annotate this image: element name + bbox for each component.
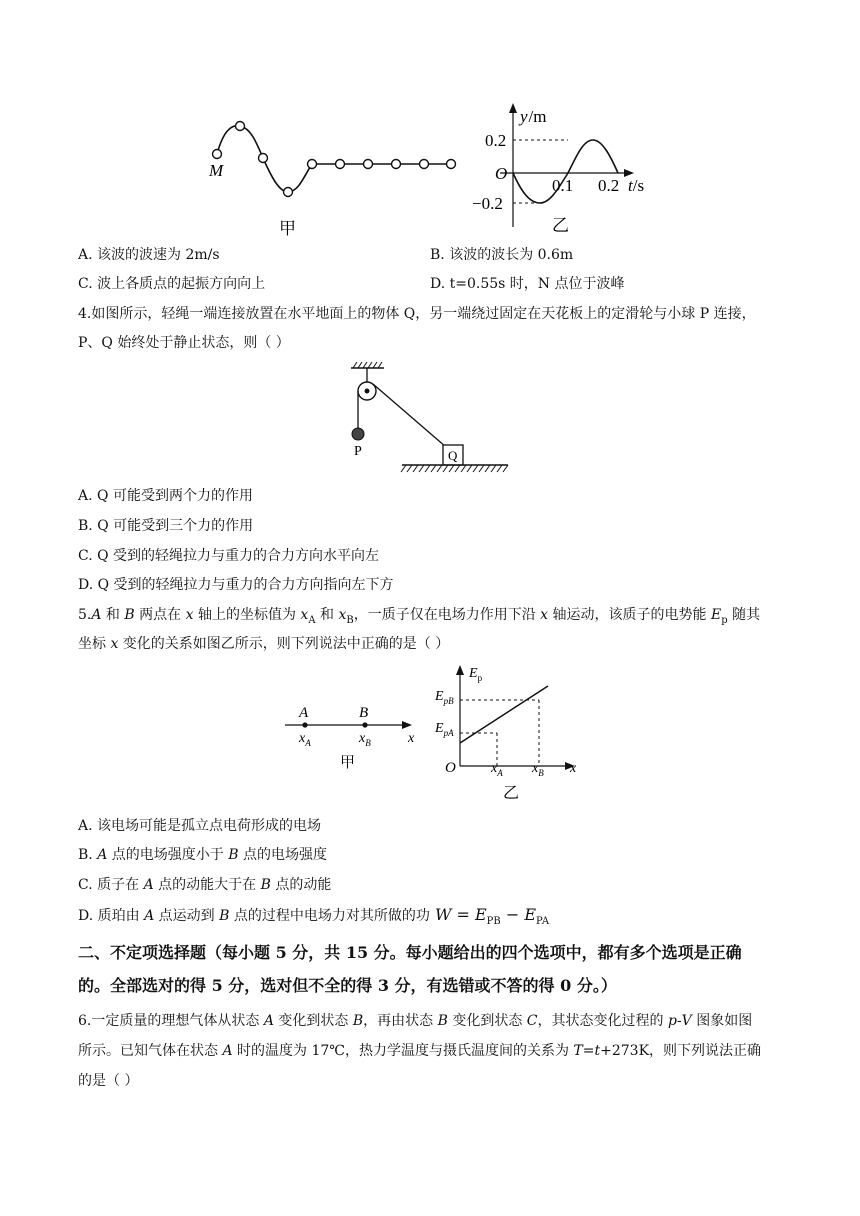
t-axis-label: t/s bbox=[628, 176, 645, 195]
pulley-figure bbox=[340, 360, 520, 478]
origin-label: O bbox=[445, 760, 456, 776]
bead-m bbox=[213, 150, 222, 159]
bead bbox=[259, 154, 268, 163]
bead bbox=[308, 160, 317, 169]
point-b bbox=[362, 722, 367, 727]
section2-heading-line1: 二、不定项选择题（每小题 5 分，共 15 分。每小题给出的四个选项中，都有多个选项是正确 bbox=[78, 943, 742, 962]
q5-stem-line2: 坐标 x 变化的关系如图乙所示，则下列说法中正确的是（ ） bbox=[78, 636, 450, 652]
q5-stem-line1: 5.A 和 B 两点在 x 轴上的坐标值为 $x_A$ 和 $x_B$，一质子仅在电场力作用下沿 x 轴运动，该质子的电势能 $E_p$ 随其 bbox=[78, 607, 761, 626]
q6-line1: 6.一定质量的理想气体从状态 A 变化到状态 B，再由状态 B 变化到状态 C，其状态变化过程的 p-V 图象如图 bbox=[78, 1013, 753, 1029]
q4-option-a: A. Q 可能受到两个力的作用 bbox=[78, 488, 253, 504]
xa-label: $x_A$ bbox=[491, 761, 503, 778]
ep-axis-label: $E_p$ bbox=[469, 666, 483, 683]
label-xa: $x_A$ bbox=[299, 731, 311, 748]
y-tick-top: 0.2 bbox=[485, 131, 507, 150]
q5-option-d: D. 质珀由 A 点运动到 B 点的过程中电场力对其所做的功 $W = E_{PB} - E_{PA}$ bbox=[78, 905, 550, 928]
origin-label: O bbox=[495, 164, 508, 183]
y-axis-arrow bbox=[509, 103, 517, 113]
ep-axis-arrow bbox=[456, 665, 464, 675]
ball-p bbox=[352, 428, 364, 440]
q4-stem-line1: 4.如图所示，轻绳一端连接放置在水平地面上的物体 Q，另一端绕过固定在天花板上的定滑轮与小球 P 连接， bbox=[78, 306, 756, 322]
q5-figure-yi bbox=[433, 660, 593, 806]
q3-option-c: C. 波上各质点的起振方向向上 bbox=[78, 276, 266, 292]
x-axis-arrow bbox=[402, 721, 412, 729]
vibration-graph-yi bbox=[470, 97, 670, 242]
bead bbox=[236, 122, 245, 131]
q4-option-d: D. Q 受到的轻绳拉力与重力的合力方向指向左下方 bbox=[78, 577, 394, 593]
q5-option-c: C. 质子在 A 点的动能大于在 B 点的动能 bbox=[78, 877, 332, 893]
epa-label: $E_{pA}$ bbox=[435, 721, 454, 738]
q3-option-a: A. 该波的波速为 2m/s bbox=[78, 247, 220, 263]
bead bbox=[447, 160, 456, 169]
xb-label: $x_B$ bbox=[532, 761, 544, 778]
y-axis-label: y/m bbox=[520, 107, 547, 126]
bead bbox=[420, 160, 429, 169]
caption-yi: 乙 bbox=[503, 785, 520, 802]
label-xb: $x_B$ bbox=[359, 731, 371, 748]
caption-jia: 甲 bbox=[340, 755, 356, 771]
q5-figure-jia bbox=[285, 700, 425, 780]
label-p: P bbox=[354, 444, 362, 459]
epb-label: $E_{pB}$ bbox=[435, 689, 454, 706]
rope-to-q bbox=[373, 384, 446, 447]
caption-yi: 乙 bbox=[552, 216, 569, 235]
y-tick-bottom: −0.2 bbox=[472, 194, 503, 213]
wave-figure-jia bbox=[205, 110, 465, 245]
bead bbox=[336, 160, 345, 169]
t-tick-2: 0.2 bbox=[598, 176, 620, 195]
q4-option-b: B. Q 可能受到三个力的作用 bbox=[78, 518, 254, 534]
point-a bbox=[302, 722, 307, 727]
label-q: Q bbox=[448, 448, 458, 463]
bead bbox=[364, 160, 373, 169]
q5-option-a: A. 该电场可能是孤立点电荷形成的电场 bbox=[78, 818, 322, 834]
q6-line2: 所示。已知气体在状态 A 时的温度为 17℃，热力学温度与摄氏温度间的关系为 T=t+273K，则下列说法正确 bbox=[78, 1043, 762, 1059]
label-x: x bbox=[408, 731, 415, 746]
ceiling-hatch bbox=[353, 362, 382, 368]
q6-line3: 的是（ ） bbox=[78, 1073, 139, 1089]
label-m: M bbox=[209, 161, 224, 180]
t-tick-1: 0.1 bbox=[552, 176, 574, 195]
ep-line bbox=[460, 686, 548, 743]
section2-heading-line2: 的。全部选对的得 5 分，选对但不全的得 3 分，有选错或不答的得 0 分。） bbox=[78, 976, 617, 995]
label-b: B bbox=[359, 705, 369, 721]
q3-option-d: D. t=0.55s 时，N 点位于波峰 bbox=[430, 276, 625, 292]
bead bbox=[392, 160, 401, 169]
label-a: A bbox=[299, 705, 309, 721]
q3-option-b: B. 该波的波长为 0.6m bbox=[430, 247, 574, 263]
x-axis-label: x bbox=[570, 761, 577, 776]
q4-stem-line2: P、Q 始终处于静止状态，则（ ） bbox=[78, 335, 290, 351]
bead bbox=[284, 188, 293, 197]
q5-option-b: B. A 点的电场强度小于 B 点的电场强度 bbox=[78, 847, 327, 863]
pulley-axle bbox=[365, 389, 370, 394]
ground-hatch bbox=[401, 465, 508, 472]
caption-jia: 甲 bbox=[279, 219, 296, 238]
q4-option-c: C. Q 受到的轻绳拉力与重力的合力方向水平向左 bbox=[78, 548, 380, 564]
